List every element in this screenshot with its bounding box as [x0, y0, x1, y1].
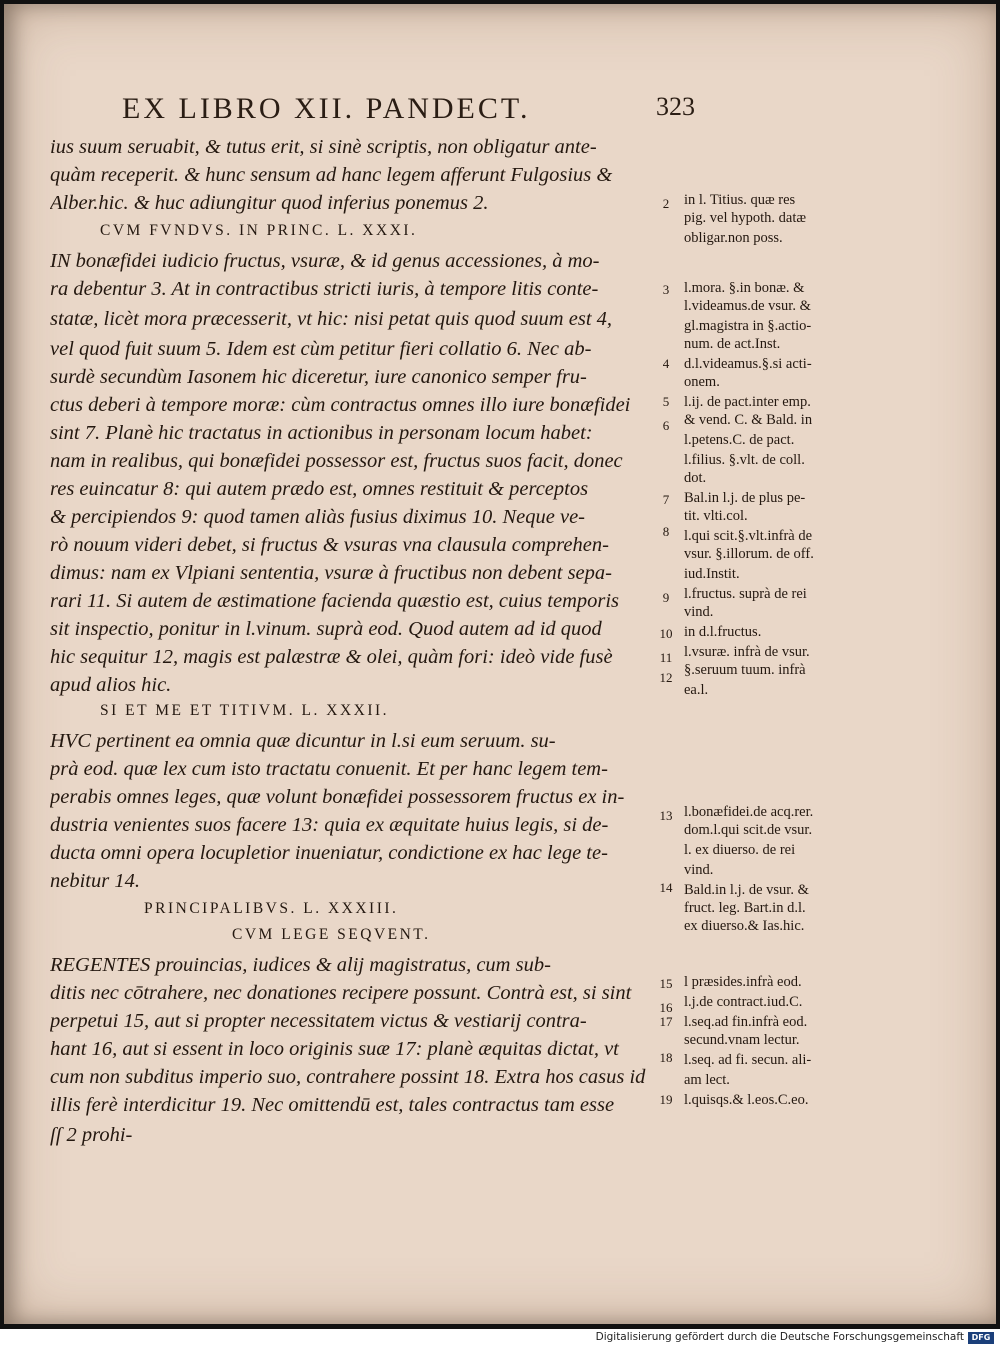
- side-note-line: l.videamus.de vsur. &: [684, 298, 811, 314]
- margin-number: 6: [662, 418, 670, 433]
- side-note-line: in d.l.fructus.: [684, 624, 762, 640]
- side-note-line: secund.vnam lectur.: [684, 1032, 800, 1048]
- text-line: hic sequitur 12, magis est palæstræ & olei, quàm fori: ideò vide fusè: [50, 646, 613, 668]
- side-note-line: in l. Titius. quæ res: [684, 192, 796, 208]
- text-line: & percipiendos 9: quod tamen aliàs fusius diximus 10. Neque ve-: [50, 506, 586, 528]
- text-line: ducta omni opera locupletior inueniatur, condictione ex hac lege te-: [50, 842, 608, 864]
- text-line: ra debentur 3. At in contractibus stricti iuris, à tempore litis conte-: [50, 278, 599, 300]
- margin-number: 4: [662, 356, 670, 371]
- text-line: vel quod fuit suum 5. Idem est cùm petitur fieri collatio 6. Nec ab-: [50, 338, 592, 360]
- text-line: dustria venientes suos facere 13: quia ex æquitate huius legis, si de-: [50, 814, 609, 836]
- section-heading: PRINCIPALIBVS. L. XXXIII.: [144, 900, 399, 917]
- text-line: apud alios hic.: [50, 674, 172, 696]
- text-line: quàm receperit. & hunc sensum ad hanc legem afferunt Fulgosius &: [50, 164, 613, 186]
- side-note-line: Bald.in l.j. de vsur. &: [684, 882, 809, 898]
- side-note-line: iud.Instit.: [684, 566, 740, 582]
- section-heading: CVM FVNDVS. IN PRINC. L. XXXI.: [100, 222, 418, 239]
- side-note-line: l.ij. de pact.inter emp.: [684, 394, 811, 410]
- margin-number: 13: [659, 808, 673, 823]
- side-note-line: obligar.non poss.: [684, 230, 783, 246]
- side-note-line: §.seruum tuum. infrà: [684, 662, 806, 678]
- side-note-line: onem.: [684, 374, 720, 390]
- side-note-line: ex diuerso.& Ias.hic.: [684, 918, 805, 934]
- text-line: rari 11. Si autem de æstimatione facienda quæstio est, cuius temporis: [50, 590, 620, 612]
- side-note-line: num. de act.Inst.: [684, 336, 781, 352]
- dfg-logo-icon: DFG: [968, 1332, 994, 1344]
- text-line: perpetui 15, aut si propter necessitatem victus & vestiarij contra-: [50, 1010, 587, 1032]
- margin-number: 14: [659, 880, 673, 895]
- side-note-line: Bal.in l.j. de plus pe-: [684, 490, 806, 506]
- section-heading: SI ET ME ET TITIVM. L. XXXII.: [100, 702, 390, 719]
- side-note-line: l.seq.ad fin.infrà eod.: [684, 1014, 808, 1030]
- margin-number: 19: [659, 1092, 673, 1107]
- text-line: ius suum seruabit, & tutus erit, si sinè scriptis, non obligatur ante-: [50, 136, 597, 158]
- side-note-line: l.j.de contract.iud.C.: [684, 994, 803, 1010]
- text-line: hant 16, aut si essent in loco originis suæ 17: planè æquitas dictat, vt: [50, 1038, 619, 1060]
- side-note-line: tit. vlti.col.: [684, 508, 748, 524]
- margin-number: 11: [659, 650, 673, 665]
- text-line: sit inspectio, ponitur in l.vinum. suprà eod. Quod autem ad id quod: [50, 618, 602, 640]
- text-line: rò nouum videri debet, si fructus & vsuras vna clausula comprehen-: [50, 534, 609, 556]
- text-line: prà eod. quæ lex cum isto tractatu conuenit. Et per hanc legem tem-: [50, 758, 608, 780]
- text-line: nebitur 14.: [50, 870, 140, 892]
- text-line: surdè secundùm Iasonem hic diceretur, iure canonico semper fru-: [50, 366, 587, 388]
- side-note-line: l.seq. ad fi. secun. ali-: [684, 1052, 812, 1068]
- side-note-line: l.quisqs.& l.eos.C.eo.: [684, 1092, 809, 1108]
- margin-number: 17: [659, 1014, 673, 1029]
- text-line: IN bonæfidei iudicio fructus, vsuræ, & id genus accessiones, à mo-: [50, 250, 600, 272]
- side-note-line: dom.l.qui scit.de vsur.: [684, 822, 813, 838]
- text-line: dimus: nam ex Vlpiani sententia, vsuræ à fructibus non debent sepa-: [50, 562, 612, 584]
- margin-number: 7: [662, 492, 670, 507]
- margin-number: 9: [662, 590, 670, 605]
- text-line: ſſ 2 prohi-: [50, 1124, 133, 1146]
- text-line: cum non subditus imperio suo, contrahere possint 18. Extra hos casus id: [50, 1066, 646, 1088]
- side-note-line: l.fructus. suprà de rei: [684, 586, 807, 602]
- side-note-line: l.filius. §.vlt. de coll.: [684, 452, 805, 468]
- book-page: [4, 4, 996, 1324]
- side-note-line: l.petens.C. de pact.: [684, 432, 795, 448]
- text-line: illis ferè interdicitur 19. Nec omittendū est, tales contractus tam esse: [50, 1094, 615, 1116]
- text-line: res euincatur 8: qui autem prædo est, omnes restituit & perceptos: [50, 478, 589, 500]
- side-note-line: vind.: [684, 604, 714, 620]
- text-line: sint 7. Planè hic tractatus in actionibus in personam locum habet:: [50, 422, 593, 444]
- side-note-line: vind.: [684, 862, 714, 878]
- side-note-line: l.qui scit.§.vlt.infrà de: [684, 528, 813, 544]
- text-line: ctus deberi à tempore moræ: cùm contractus omnes illo iure bonæfidei: [50, 394, 631, 416]
- side-note-line: dot.: [684, 470, 707, 486]
- margin-number: 3: [662, 282, 670, 297]
- margin-number: 15: [659, 976, 673, 991]
- margin-number: 5: [662, 394, 670, 409]
- running-title: EX LIBRO XII. PANDECT.: [122, 92, 531, 125]
- side-note-line: & vend. C. & Bald. in: [684, 412, 813, 428]
- footer-credit: Digitalisierung gefördert durch die Deutsche Forschungsgemeinschaft: [595, 1331, 964, 1343]
- side-note-line: l.mora. §.in bonæ. &: [684, 280, 805, 296]
- text-line: HVC pertinent ea omnia quæ dicuntur in l.si eum seruum. su-: [50, 730, 556, 752]
- margin-number: 16: [659, 1000, 673, 1015]
- side-note-line: l.bonæfidei.de acq.rer.: [684, 804, 814, 820]
- text-line: ditis nec cōtrahere, nec donationes recipere possunt. Contrà est, si sint: [50, 982, 632, 1004]
- side-note-line: l. ex diuerso. de rei: [684, 842, 796, 858]
- side-note-line: l præsides.infrà eod.: [684, 974, 802, 990]
- page-number: 323: [656, 92, 695, 121]
- side-note-line: fruct. leg. Bart.in d.l.: [684, 900, 806, 916]
- text-line: statæ, licèt mora præcesserit, vt hic: nisi petat quis quod suum est 4,: [50, 308, 613, 330]
- side-note-line: vsur. §.illorum. de off.: [684, 546, 814, 562]
- margin-number: 12: [659, 670, 673, 685]
- margin-number: 10: [659, 626, 673, 641]
- side-note-line: am lect.: [684, 1072, 730, 1088]
- section-heading: CVM LEGE SEQVENT.: [232, 926, 431, 943]
- side-note-line: l.vsuræ. infrà de vsur.: [684, 644, 810, 660]
- text-line: Alber.hic. & huc adiungitur quod inferius ponemus 2.: [50, 192, 489, 214]
- text-line: nam in realibus, qui bonæfidei possessor est, fructus suos facit, donec: [50, 450, 623, 472]
- side-note-line: d.l.videamus.§.si acti-: [684, 356, 812, 372]
- side-note-line: ea.l.: [684, 682, 709, 698]
- text-line: REGENTES prouincias, iudices & alij magistratus, cum sub-: [50, 954, 551, 976]
- margin-number: 2: [662, 196, 670, 211]
- side-note-line: pig. vel hypoth. datæ: [684, 210, 807, 226]
- margin-number: 8: [662, 524, 670, 539]
- text-line: perabis omnes leges, quæ volunt bonæfidei possessorem fructus ex in-: [50, 786, 625, 808]
- side-note-line: gl.magistra in §.actio-: [684, 318, 812, 334]
- footer-bar: [0, 1329, 1000, 1347]
- margin-number: 18: [659, 1050, 673, 1065]
